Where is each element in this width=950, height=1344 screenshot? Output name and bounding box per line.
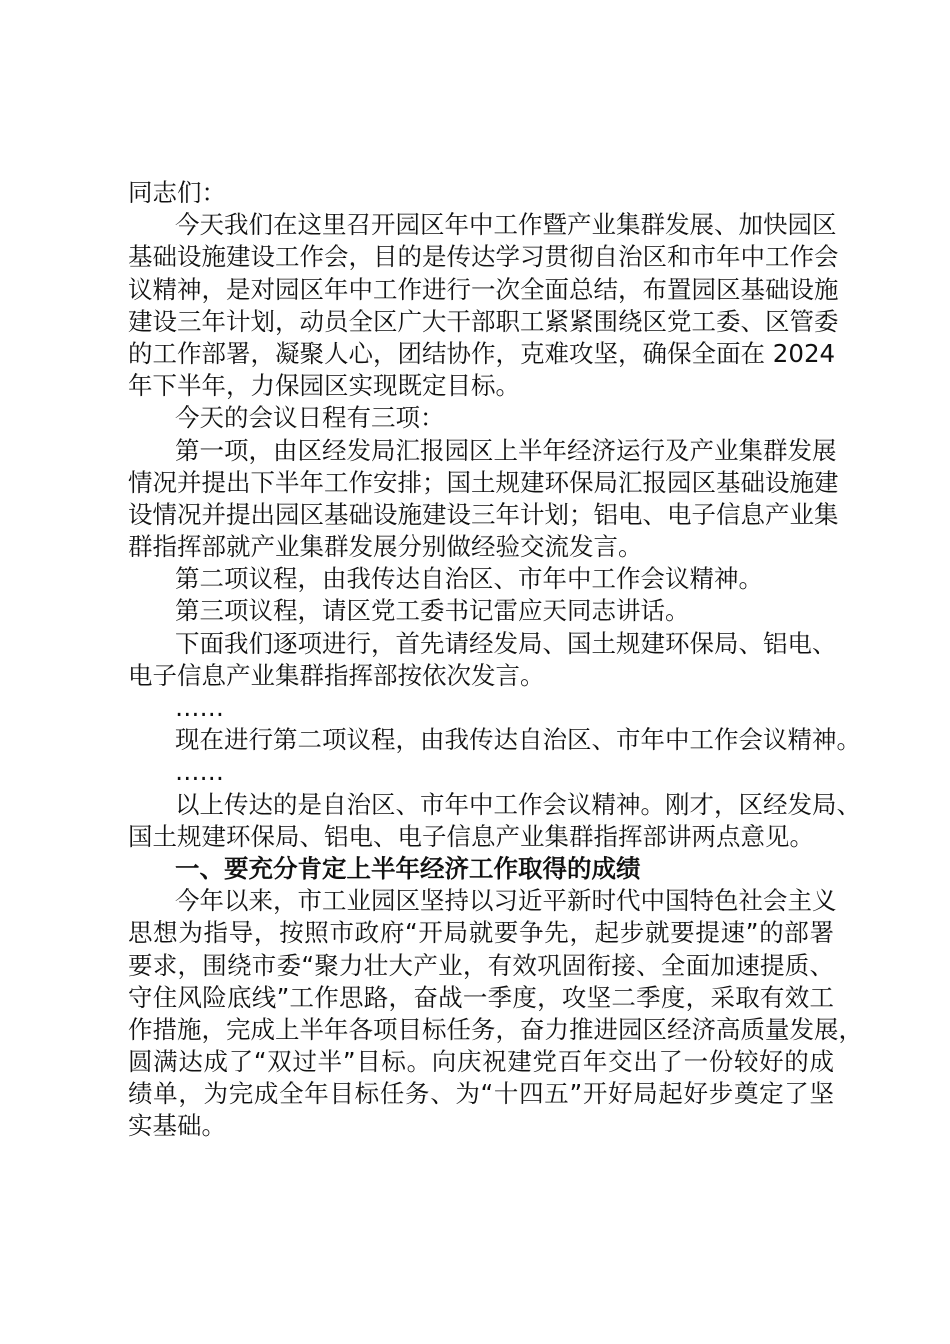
paragraph-line: 思想为指导，按照市政府“开局就要争先，起步就要提速”的部署 [128,918,834,948]
paragraph-line: 第一项，由区经发局汇报园区上半年经济运行及产业集群发展 [175,435,837,465]
paragraph-line: 圆满达成了“双过半”目标。向庆祝建党百年交出了一份较好的成 [128,1047,834,1077]
paragraph-line: 设情况并提出园区基础设施建设三年计划；铝电、电子信息产业集 [128,499,839,529]
paragraph-line: 以上传达的是自治区、市年中工作会议精神。刚才，区经发局、 [175,789,861,819]
paragraph-line: 情况并提出下半年工作安排；国土规建环保局汇报园区基础设施建 [128,467,839,497]
paragraph-line: 作措施，完成上半年各项目标任务，奋力推进园区经济高质量发展， [128,1014,863,1044]
paragraph-line: 现在进行第二项议程，由我传达自治区、市年中工作会议精神。 [175,725,861,755]
paragraph-line: 群指挥部就产业集群发展分别做经验交流发言。 [128,532,643,562]
paragraph-line: 基础设施建设工作会，目的是传达学习贯彻自治区和市年中工作会 [128,242,839,272]
paragraph-line: 建设三年计划，动员全区广大干部职工紧紧围绕区党工委、区管委 [128,306,839,336]
paragraph-line: 议精神，是对园区年中工作进行一次全面总结，布置园区基础设施 [128,274,839,304]
salutation: 同志们： [128,178,226,207]
paragraph-line: 年下半年，力保园区实现既定目标。 [128,371,520,401]
paragraph-line: 要求，围绕市委“聚力壮大产业，有效巩固衔接、全面加速提质、 [128,950,834,980]
paragraph-line: 第二项议程，由我传达自治区、市年中工作会议精神。 [175,564,763,594]
paragraph-line: 实基础。 [128,1111,226,1141]
ellipsis-line: …… [175,693,224,722]
paragraph-line: 今天我们在这里召开园区年中工作暨产业集群发展、加快园区 [175,210,837,240]
paragraph-line: 守住风险底线”工作思路，奋战一季度，攻坚二季度，采取有效工 [128,982,834,1012]
paragraph-line: 今年以来，市工业园区坚持以习近平新时代中国特色社会主义 [175,886,837,916]
paragraph-line: 下面我们逐项进行，首先请经发局、国土规建环保局、铝电、 [175,628,837,658]
paragraph-line: 电子信息产业集群指挥部按依次发言。 [128,660,545,690]
paragraph-line: 今天的会议日程有三项： [175,403,445,433]
paragraph-line: 国土规建环保局、铝电、电子信息产业集群指挥部讲两点意见。 [128,821,814,851]
paragraph-line: 第三项议程，请区党工委书记雷应天同志讲话。 [175,596,690,626]
paragraph-line: 的工作部署，凝聚人心，团结协作，克难攻坚，确保全面在 2024 [128,338,836,368]
ellipsis-line: …… [175,757,224,787]
paragraph-line: 绩单，为完成全年目标任务、为“十四五”开好局起好步奠定了坚 [128,1079,834,1109]
section-heading: 一、要充分肯定上半年经济工作取得的成绩 [175,853,641,883]
document-body [128,177,863,1143]
